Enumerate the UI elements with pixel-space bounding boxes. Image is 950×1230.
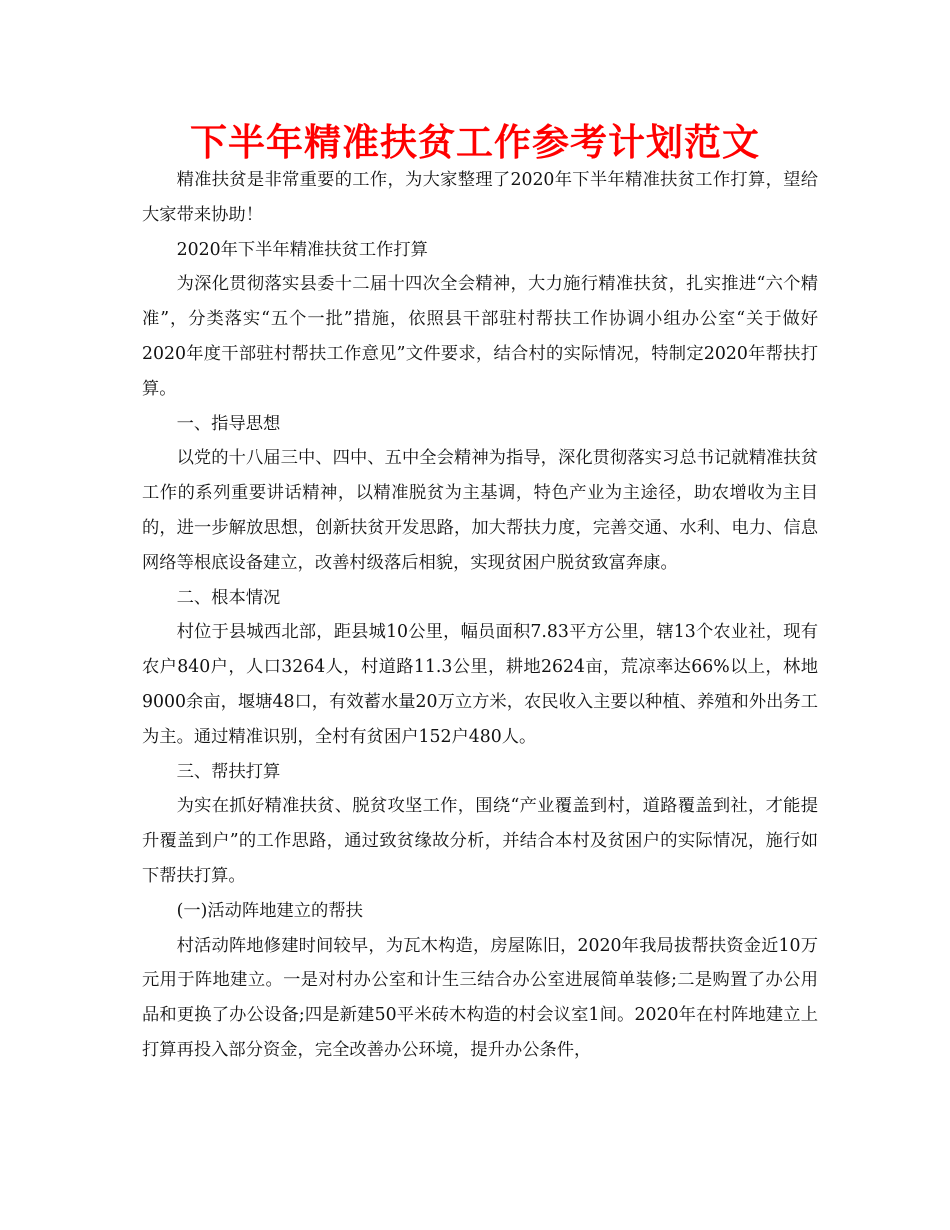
- activity-base-paragraph: 村活动阵地修建时间较早，为瓦木构造，房屋陈旧，2020年我局拔帮扶资金近10万元用于阵地建立。一是对村办公室和计生三结合办公室进展简单装修;二是购置了办公用品和更换了办公设备;四是新建50平米砖木构造的村会议室1间。2020年在村阵地建立上打算再投入部分资金，完全改善办公环境，提升办公条件，: [142, 935, 818, 1060]
- document-body: [142, 163, 818, 1068]
- section-heading-assistance-plan: 三、帮扶打算: [176, 761, 281, 782]
- assistance-plan-paragraph: 为实在抓好精准扶贫、脱贫攻坚工作，围绕“产业覆盖到村，道路覆盖到社，才能提升覆盖到户”的工作思路，通过致贫缘故分析，并结合本村及贫困户的实际情况，施行如下帮扶打算。: [142, 796, 818, 886]
- basic-situation-paragraph: 村位于县城西北部，距县城10公里，幅员面积7.83平方公里，辖13个农业社，现有农户840户，人口3264人，村道路11.3公里，耕地2624亩，荒凉率达66%以上，林地9000余亩，堰塘48口，有效蓄水量20万立方米，农民收入主要以种植、养殖和外出务工为主。通过精准识别，全村有贫困户152户480人。: [142, 622, 818, 747]
- document-title: 下半年精准扶贫工作参考计划范文: [190, 121, 760, 164]
- intro-paragraph: 精准扶贫是非常重要的工作，为大家整理了2020年下半年精准扶贫工作打算，望给大家带来协助！: [142, 170, 818, 225]
- guiding-thought-paragraph: 以党的十八届三中、四中、五中全会精神为指导，深化贯彻落实习总书记就精准扶贫工作的系列重要讲话精神，以精准脱贫为主基调，特色产业为主途径，助农增收为主目的，进一步解放思想，创新扶贫开发思路，加大帮扶力度，完善交通、水利、电力、信息网络等根底设备建立，改善村级落后相貌，实现贫困户脱贫致富奔康。: [142, 448, 818, 573]
- plan-heading: 2020年下半年精准扶贫工作打算: [176, 239, 428, 260]
- section-heading-guiding-thought: 一、指导思想: [176, 413, 281, 434]
- section-heading-basic-situation: 二、根本情况: [176, 587, 281, 608]
- purpose-paragraph: 为深化贯彻落实县委十二届十四次全会精神，大力施行精准扶贫，扎实推进“六个精准”，分类落实“五个一批”措施，依照县干部驻村帮扶工作协调小组办公室“关于做好2020年度干部驻村帮扶工作意见”文件要求，结合村的实际情况，特制定2020年帮扶打算。: [142, 274, 818, 399]
- subsection-heading-activity-base: (一)活动阵地建立的帮扶: [176, 900, 363, 921]
